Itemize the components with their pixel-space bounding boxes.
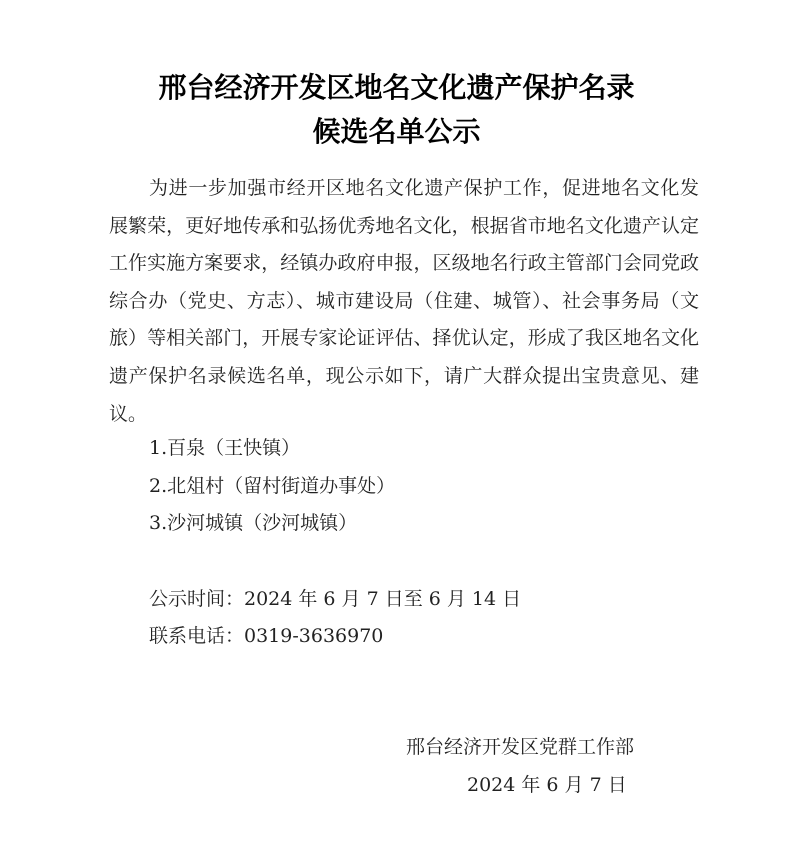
body-paragraph: 为进一步加强市经开区地名文化遗产保护工作，促进地名文化发展繁荣，更好地传承和弘扬优秀地名文化，根据省市地名文化遗产认定工作实施方案要求，经镇办政府申报，区级地名行政主管部门会同党政综合办（党史、方志）、城市建设局（住建、城管）、社会事务局（文旅）等相关部门，开展专家论证评估、择优认定，形成了我区地名文化遗产保护名录候选名单，现公示如下，请广大群众提出宝贵意见、建议。 [109, 177, 699, 425]
signature-date: 2024 年 6 月 7 日 [467, 774, 627, 796]
contact-phone: 联系电话：0319-3636970 [149, 625, 384, 647]
document-title-line-1: 邢台经济开发区地名文化遗产保护名录 [158, 71, 635, 104]
candidate-item-3: 3.沙河城镇（沙河城镇） [149, 512, 358, 534]
notice-period: 公示时间：2024 年 6 月 7 日至 6 月 14 日 [149, 588, 522, 610]
candidate-item-2: 2.北俎村（留村街道办事处） [149, 475, 396, 497]
candidate-item-1: 1.百泉（王快镇） [149, 437, 301, 459]
document-title-line-2: 候选名单公示 [312, 115, 481, 148]
signature-org: 邢台经济开发区党群工作部 [406, 736, 635, 758]
